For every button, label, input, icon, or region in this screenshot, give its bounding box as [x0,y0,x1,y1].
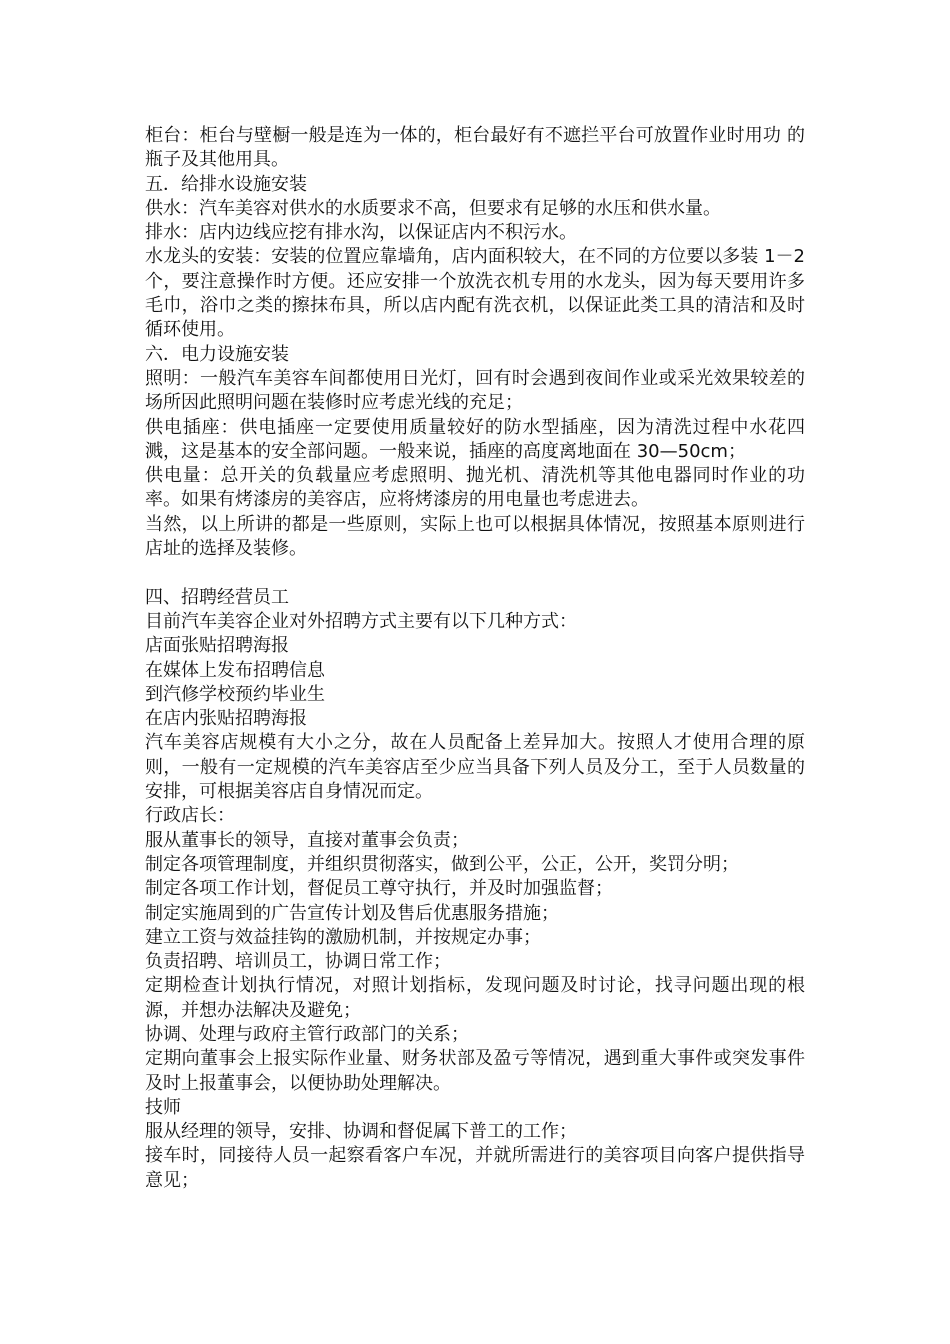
document-body [145,124,805,1193]
list-item: 在店内张贴招聘海报 [145,708,307,730]
list-item: 店面张贴招聘海报 [145,635,289,657]
list-item: 接车时，同接待人员一起察看客户车况，并就所需进行的美容项目向客户提供指导意见； [145,1145,805,1191]
paragraph-lighting: 照明：一般汽车美容车间都使用日光灯，回有时会遇到夜间作业或采光效果较差的场所因此照明问题在装修时应考虑光线的充足； [145,367,805,414]
list-item: 到汽修学校预约毕业生 [145,683,325,705]
list-item: 定期检查计划执行情况，对照计划指标，发现问题及时讨论，找寻问题出现的根源，并想办法解决及避免； [145,975,805,1021]
list-item: 制定各项管理制度，并组织贯彻落实，做到公平，公正，公开，奖罚分明； [145,853,739,875]
section-heading-plumbing: 五．给排水设施安装 [145,173,307,195]
list-item: 制定实施周到的广告宣传计划及售后优惠服务措施； [145,902,559,924]
paragraph-water-supply: 供水：汽车美容对供水的水质要求不高，但要求有足够的水压和供水量。 [145,197,721,219]
section-heading-recruiting: 四、招聘经营员工 [145,586,289,608]
paragraph-drainage: 排水：店内边线应挖有排水沟，以保证店内不积污水。 [145,222,577,244]
list-item: 服从经理的领导，安排、协调和督促属下普工的工作； [145,1121,577,1143]
paragraph-recruit-intro: 目前汽车美容企业对外招聘方式主要有以下几种方式： [145,610,577,632]
paragraph-power-load: 供电量：总开关的负载量应考虑照明、抛光机、清洗机等其他电器同时作业的功率。如果有烤漆房的美容店，应将烤漆房的用电量也考虑进去。 [145,465,805,511]
section-heading-electrical: 六．电力设施安装 [145,343,289,365]
list-item: 服从董事长的领导，直接对董事会负责； [145,829,469,851]
paragraph-summary: 当然，以上所讲的都是一些原则，实际上也可以根据具体情况，按照基本原则进行店址的选择及装修。 [145,513,805,560]
list-item: 制定各项工作计划，督促员工尊守执行，并及时加强监督； [145,878,613,900]
paragraph-sockets: 供电插座：供电插座一定要使用质量较好的防水型插座，因为清洗过程中水花四溅，这是基本的安全部问题。一般来说，插座的高度离地面在 30—50cm； [145,416,805,462]
list-item: 定期向董事会上报实际作业量、财务状部及盈亏等情况，遇到重大事件或突发事件及时上报董事会，以便协助处理解决。 [145,1048,805,1094]
list-item: 建立工资与效益挂钩的激励机制，并按规定办事； [145,926,541,948]
paragraph-staffing: 汽车美容店规模有大小之分，故在人员配备上差异加大。按照人才使用合理的原则，一般有一定规模的汽车美容店至少应当具备下列人员及分工，至于人员数量的安排，可根据美容店自身情况而定。 [145,732,805,803]
list-item: 负责招聘、培训员工，协调日常工作； [145,951,451,973]
paragraph-counter: 柜台：柜台与壁橱一般是连为一体的，柜台最好有不遮拦平台可放置作业时用功 的瓶子及其他用具。 [145,125,805,171]
list-item: 在媒体上发布招聘信息 [145,659,325,681]
role-heading-manager: 行政店长： [145,805,235,827]
role-heading-technician: 技师 [145,1096,181,1118]
paragraph-faucet: 水龙头的安装：安装的位置应靠墙角，店内面积较大，在不同的方位要以多装 1－2 个，要注意操作时方便。还应安排一个放洗衣机专用的水龙头，因为每天要用许多毛巾，浴巾之类的擦抹布具，所以店内配有洗衣机，以保证此类工具的清洁和及时循环使用。 [145,246,805,341]
blank-line [145,561,805,585]
list-item: 协调、处理与政府主管行政部门的关系； [145,1023,469,1045]
